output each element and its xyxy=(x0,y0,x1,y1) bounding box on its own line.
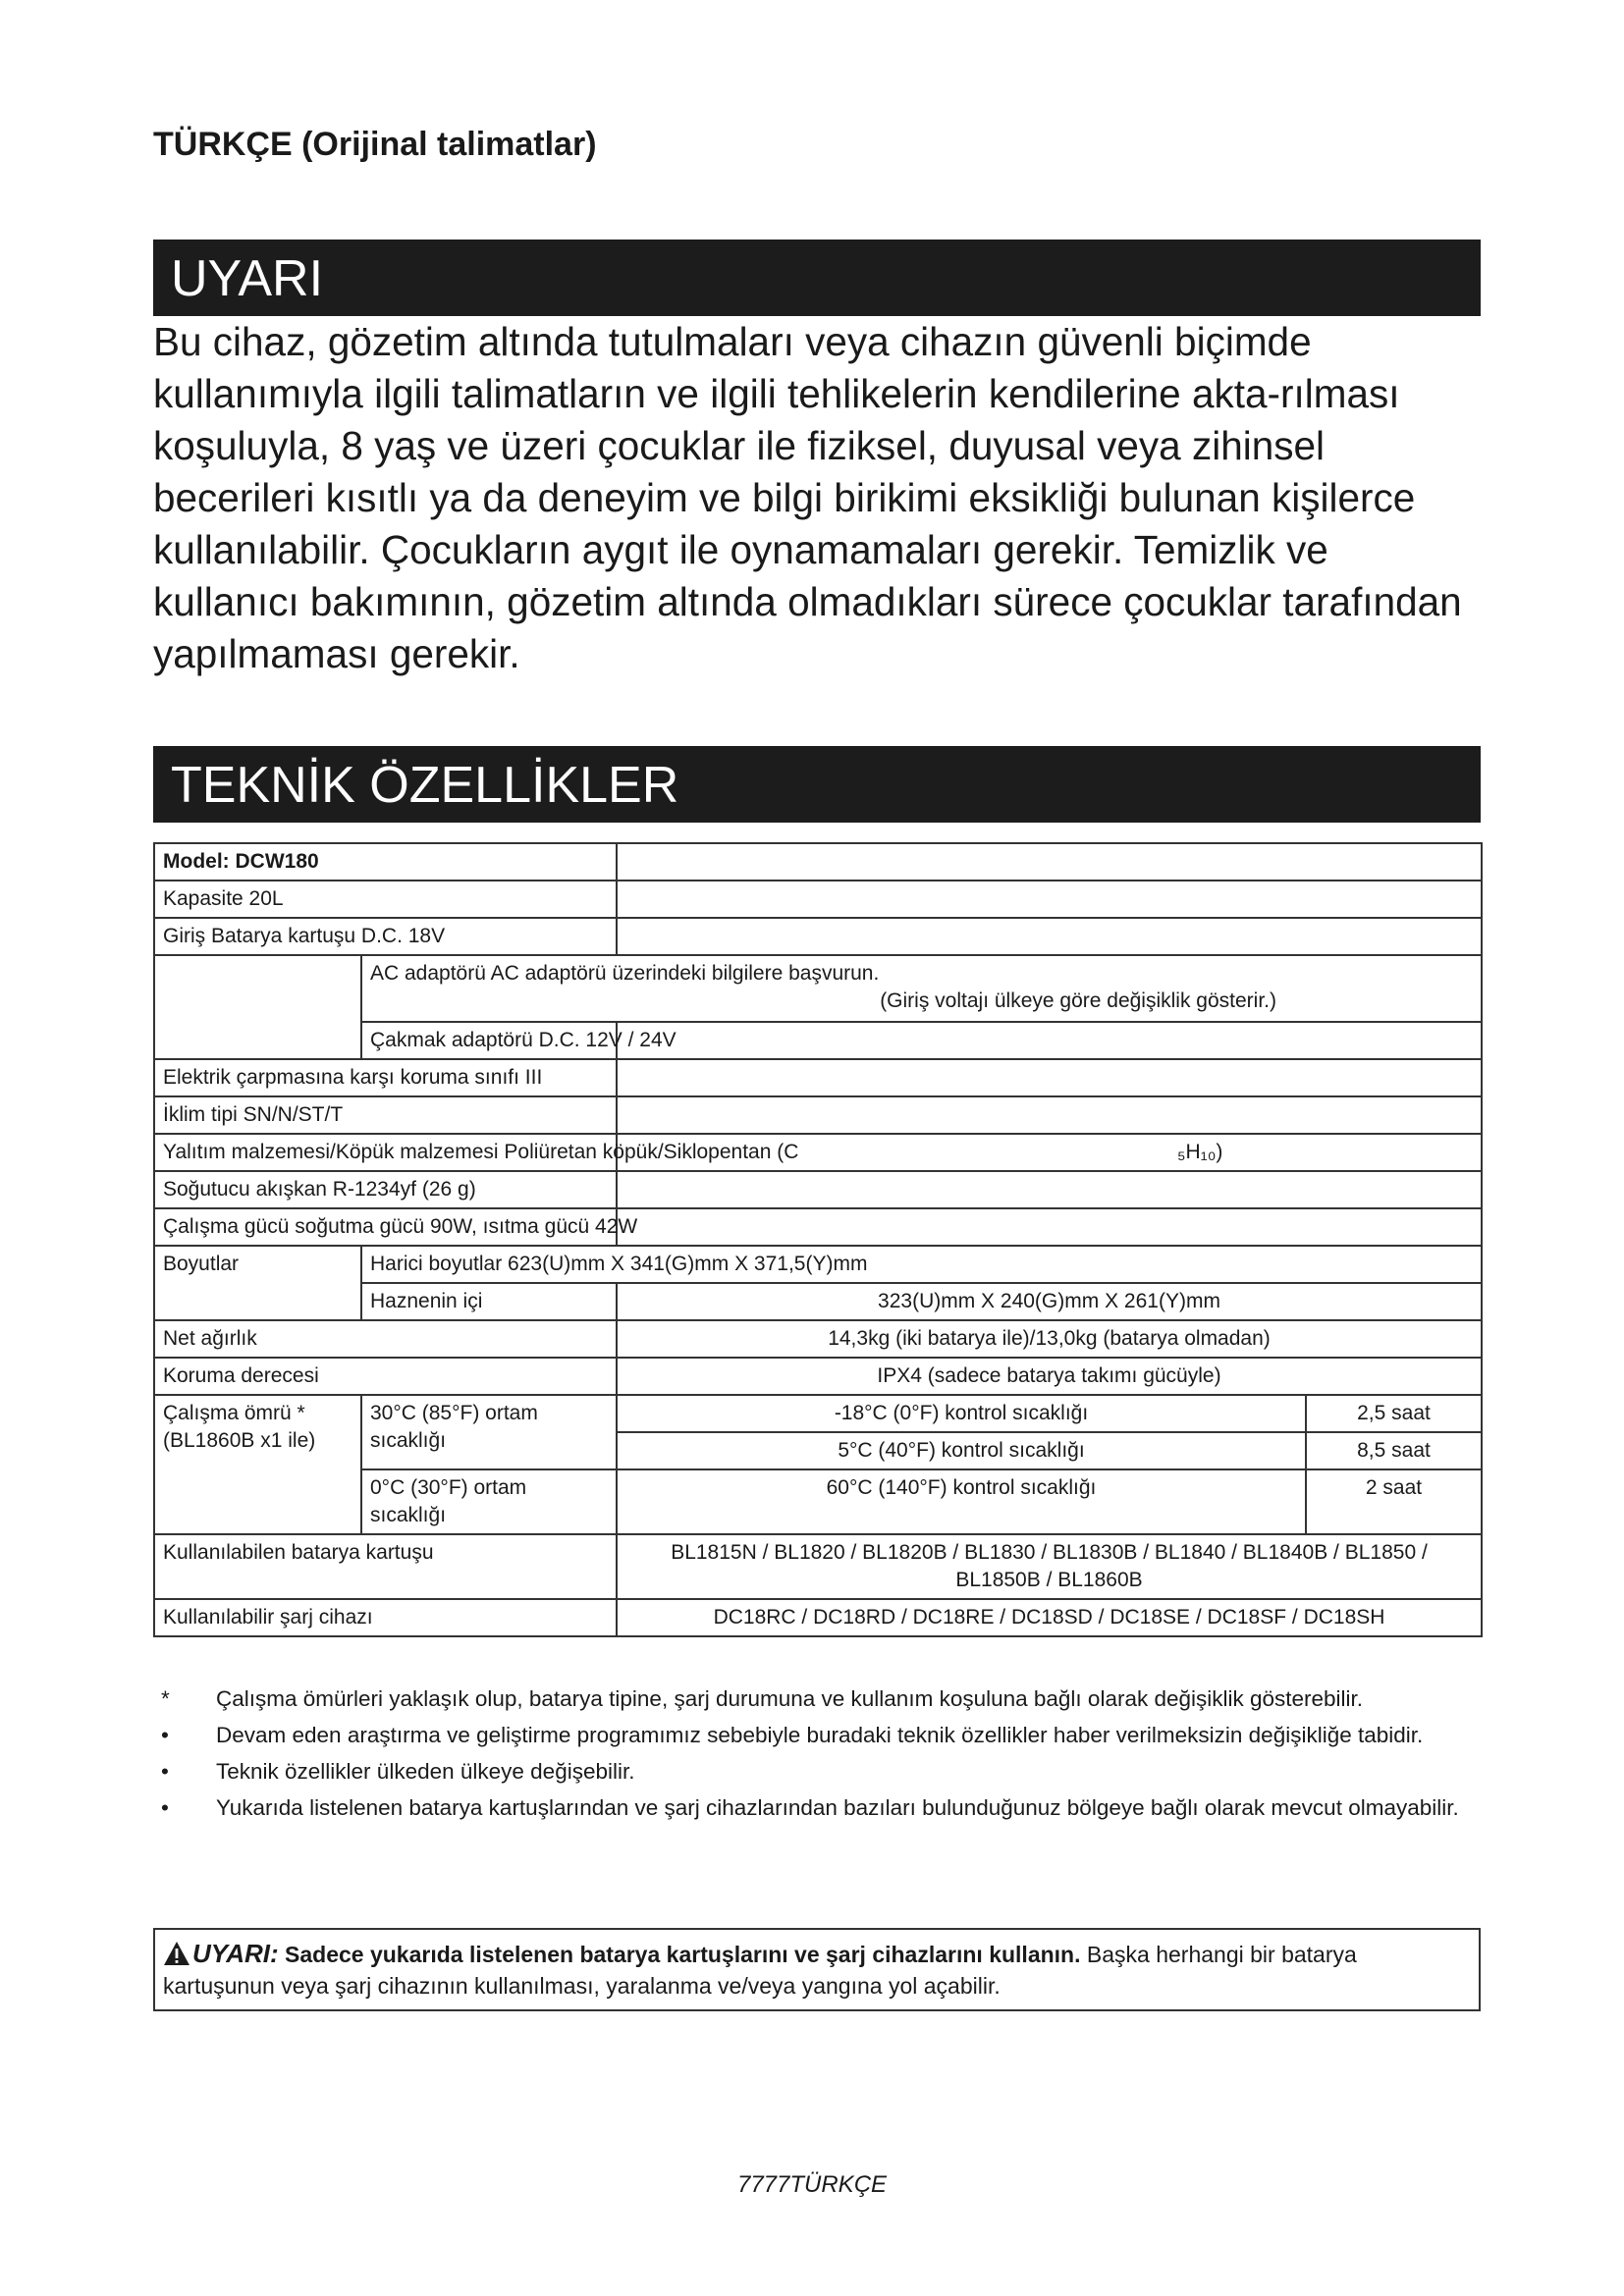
table-row xyxy=(154,1320,1482,1358)
spec-power: Çalışma gücü soğutma gücü 90W, ısıtma gücü 42W xyxy=(154,1208,617,1246)
table-row xyxy=(154,1134,1482,1171)
table-row xyxy=(154,843,1482,881)
spec-input-ac-text: AC adaptörü AC adaptörü üzerindeki bilgilere başvurun. xyxy=(370,962,880,985)
table-row xyxy=(154,1171,1482,1208)
spec-dimensions-outer: Harici boyutlar 623(U)mm X 341(G)mm X 371,5(Y)mm xyxy=(361,1246,1482,1283)
spec-weight-label: Net ağırlık xyxy=(154,1320,617,1358)
spec-runtime-label: Çalışma ömrü * (BL1860B x1 ile) xyxy=(154,1395,361,1534)
warning-text: Başka herhangi bir batarya kartuşunun veya şarj cihazının kullanılması, yaralanma ve/veya yangına yol açabilir. xyxy=(163,1942,1357,1999)
table-row xyxy=(154,1599,1482,1636)
warning-label: UYARI: xyxy=(192,1939,279,1968)
note-text: Devam eden araştırma ve geliştirme programımız sebebiyle buradaki teknik özellikler haber verilmeksizin değişikliğe tabidir. xyxy=(216,1723,1424,1747)
spec-input-car: Çakmak adaptörü D.C. 12V / 24V xyxy=(361,1022,617,1059)
spec-dimensions-label: Boyutlar xyxy=(154,1246,361,1320)
spec-batteries-label: Kullanılabilen batarya kartuşu xyxy=(154,1534,617,1599)
spec-runtime-time: 2,5 saat xyxy=(1306,1395,1482,1432)
table-row xyxy=(154,955,1482,1022)
note-marker: • xyxy=(161,1759,169,1784)
spec-runtime-control: 5°C (40°F) kontrol sıcaklığı xyxy=(617,1432,1306,1469)
page-footer: 7777TÜRKÇE xyxy=(736,2171,888,2198)
specifications-table xyxy=(153,842,1483,1637)
note-text: Çalışma ömürleri yaklaşık olup, batarya tipine, şarj durumuna ve kullanım koşuluna bağlı olarak değişiklik gösterebilir. xyxy=(216,1686,1364,1711)
spec-refrigerant: Soğutucu akışkan R-1234yf (26 g) xyxy=(154,1171,617,1208)
spec-batteries: BL1815N / BL1820 / BL1820B / BL1830 / BL1830B / BL1840 / BL1840B / BL1850 / BL1850B / BL1860B xyxy=(617,1534,1482,1599)
spec-climate: İklim tipi SN/N/ST/T xyxy=(154,1096,617,1134)
specifications-heading: TEKNİK ÖZELLİKLER xyxy=(153,746,1481,823)
spec-chargers-label: Kullanılabilir şarj cihazı xyxy=(154,1599,617,1636)
spec-dimensions-inner: 323(U)mm X 240(G)mm X 261(Y)mm xyxy=(617,1283,1482,1320)
spec-runtime-control: 60°C (140°F) kontrol sıcaklığı xyxy=(617,1469,1306,1534)
spec-insulation: Yalıtım malzemesi/Köpük malzemesi Poliüretan köpük/Siklopentan (C xyxy=(154,1134,617,1171)
spec-weight: 14,3kg (iki batarya ile)/13,0kg (batarya olmadan) xyxy=(617,1320,1482,1358)
spec-runtime-control: -18°C (0°F) kontrol sıcaklığı xyxy=(617,1395,1306,1432)
table-row xyxy=(154,1208,1482,1246)
battery-warning-box xyxy=(153,1928,1481,2011)
spec-dimensions-inner-label: Haznenin içi xyxy=(361,1283,617,1320)
note-marker: * xyxy=(161,1686,170,1711)
list-item xyxy=(153,1793,1481,1823)
table-row xyxy=(154,1246,1482,1283)
spec-protection-label: Koruma derecesi xyxy=(154,1358,617,1395)
spec-model: Model: DCW180 xyxy=(154,843,617,881)
warning-heading: UYARI xyxy=(153,240,1481,316)
page-language-title: TÜRKÇE (Orijinal talimatlar) xyxy=(153,126,597,163)
spec-input-battery: Giriş Batarya kartuşu D.C. 18V xyxy=(154,918,617,955)
spec-input-ac-note: (Giriş voltajı ülkeye göre değişiklik gösterir.) xyxy=(880,989,1276,1012)
spec-runtime-ambient-0: 0°C (30°F) ortam sıcaklığı xyxy=(361,1469,617,1534)
spec-capacity: Kapasite 20L xyxy=(154,881,617,918)
table-row xyxy=(154,918,1482,955)
spec-insulation-formula: ₅H₁₀) xyxy=(1177,1141,1223,1163)
note-text: Teknik özellikler ülkeden ülkeye değişebilir. xyxy=(216,1759,635,1784)
note-text: Yukarıda listelenen batarya kartuşlarından ve şarj cihazlarından bazıları bulunduğunuz bölgeye bağlı olarak mevcut olmayabilir. xyxy=(216,1795,1459,1820)
list-item xyxy=(153,1684,1481,1714)
spec-protection: IPX4 (sadece batarya takımı gücüyle) xyxy=(617,1358,1482,1395)
table-row xyxy=(154,1534,1482,1599)
warning-paragraph: Bu cihaz, gözetim altında tutulmaları veya cihazın güvenli biçimde kullanımıyla ilgili talimatların ve ilgili tehlikelerin kendilerine akta-rılması koşuluyla, 8 yaş ve üzeri çocuklar ile fiziksel, duyusal veya zihinsel becerileri kısıtlı ya da deneyim ve bilgi birikimi eksikliği bulunan kişilerce kullanılabilir. Çocukların aygıt ile oynamamaları gerekir. Temizlik ve kullanıcı bakımının, gözetim altında olmadıkları sürece çocuklar tarafından yapılmaması gerekir. xyxy=(153,319,1462,676)
spec-runtime-time: 2 saat xyxy=(1306,1469,1482,1534)
note-marker: • xyxy=(161,1795,169,1820)
table-row xyxy=(154,1358,1482,1395)
spec-shock-class: Elektrik çarpmasına karşı koruma sınıfı III xyxy=(154,1059,617,1096)
table-row xyxy=(154,881,1482,918)
table-row xyxy=(154,1059,1482,1096)
spec-runtime-ambient-30: 30°C (85°F) ortam sıcaklığı xyxy=(361,1395,617,1469)
spec-chargers: DC18RC / DC18RD / DC18RE / DC18SD / DC18SE / DC18SF / DC18SH xyxy=(617,1599,1482,1636)
spec-runtime-time: 8,5 saat xyxy=(1306,1432,1482,1469)
list-item xyxy=(153,1757,1481,1787)
note-marker: • xyxy=(161,1723,169,1747)
warning-strong-text: Sadece yukarıda listelenen batarya kartuşlarını ve şarj cihazlarını kullanın. xyxy=(285,1942,1081,1967)
specification-notes xyxy=(153,1684,1481,1830)
table-row xyxy=(154,1395,1482,1432)
table-row xyxy=(154,1096,1482,1134)
spec-input-ac xyxy=(361,955,1482,1022)
warning-triangle-icon xyxy=(163,1941,190,1966)
list-item xyxy=(153,1721,1481,1750)
